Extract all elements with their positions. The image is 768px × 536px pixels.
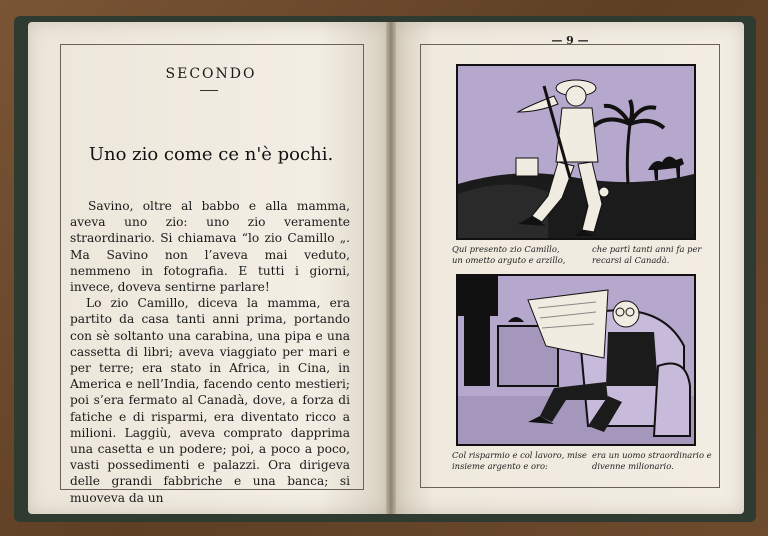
reading-man-drawing <box>458 276 694 444</box>
title-rule <box>200 90 218 91</box>
illustration-explorer <box>456 64 696 240</box>
caption-top-left: Qui presento zio Camillo, un ometto arguto e arzillo, <box>452 244 566 265</box>
explorer-drawing <box>458 66 694 238</box>
illustration-reading-man <box>456 274 696 446</box>
paragraph-1: Savino, oltre al babbo e alla mamma, aveva uno zio: uno zio veramente straordinario. Si chiamava “lo zio Camillo „. Ma Savino non l’aveva mai veduto, nemmeno in fotografia. E tutti i giorni, invece, doveva sentirne parlare! <box>70 199 350 295</box>
section-title: SECONDO <box>165 66 257 82</box>
paragraph-2: Lo zio Camillo, diceva la mamma, era partito da casa tanti anni prima, portando con sè soltanto una carabina, una pipa e una cassetta di libri; aveva viaggiato per mari e per terre; era stato in Africa, in Cina, in America e nell’India, facendo cento mestieri; poi s’era fermato al Canadà, dove, a forza di fatiche e di risparmi, era diventato ricco a milioni. Laggiù, aveva comprato dapprima una casetta e un podere; poi, a poco a poco, vasti possedimenti e palazzi. Ora dirigeva delle grandi fabbriche e una banca; si muoveva da un <box>70 296 350 505</box>
book-gutter <box>386 22 396 514</box>
chapter-title: Uno zio come ce n'è pochi. <box>88 144 334 165</box>
caption-bottom-left: Col risparmio e col lavoro, mise insieme argento e oro: <box>452 450 587 471</box>
page-number: — 9 — <box>551 34 589 47</box>
caption-bottom-right: era un uomo straordinario e divenne milionario. <box>592 450 712 471</box>
caption-top-right: che partì tanti anni fa per recarsi al Canadà. <box>592 244 702 265</box>
body-text <box>70 198 350 506</box>
